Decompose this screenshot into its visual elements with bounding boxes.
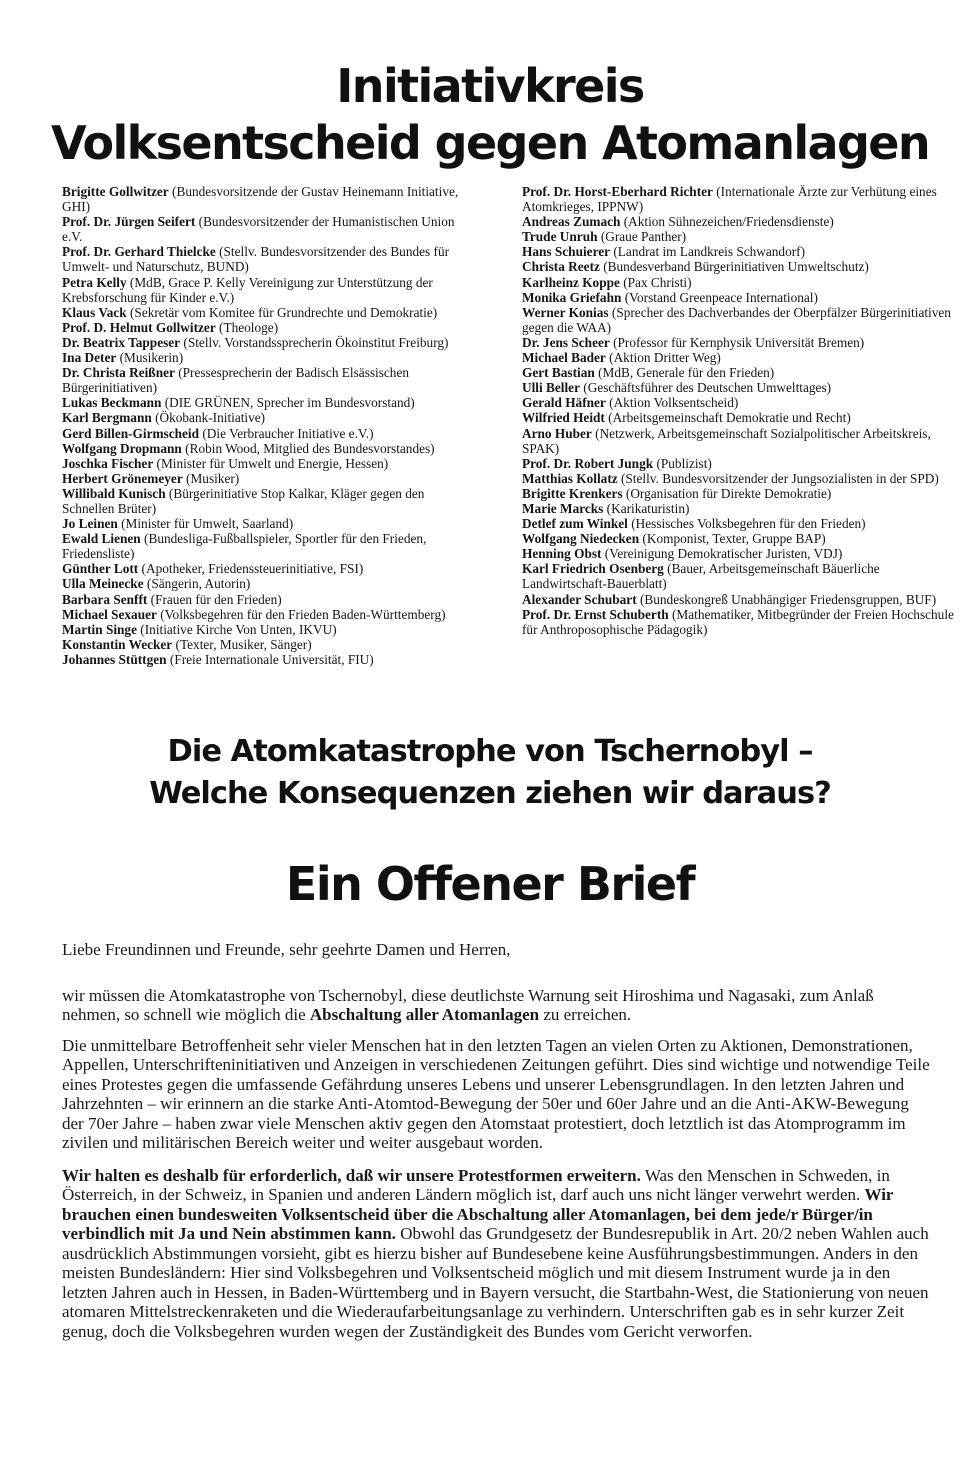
- page-title: [0, 58, 980, 172]
- signatory-entry: [522, 259, 967, 274]
- signatory-affiliation: (DIE GRÜNEN, Sprecher im Bundesvorstand): [161, 395, 415, 411]
- signatory-name: Prof. D. Helmut Gollwitzer: [62, 319, 216, 335]
- signatory-name: Ulla Meinecke: [62, 576, 144, 592]
- signatory-entry: [62, 320, 472, 335]
- headline: [0, 731, 980, 815]
- signatory-name: Prof. Dr. Ernst Schuberth: [522, 606, 669, 622]
- signatory-entry: [62, 471, 472, 486]
- signatory-entry: [522, 335, 967, 350]
- p3-text-a: Was den Menschen in Schweden, in Österreich, in der Schweiz, in Spanien und anderen Ländern möglich ist, darf auch uns nicht länger verwehrt werden.: [62, 1165, 890, 1204]
- signatory-affiliation: (Bundesliga-Fußballspieler, Sportler für den Frieden, Friedensliste): [62, 531, 427, 562]
- signatory-name: Prof. Dr. Horst-Eberhard Richter: [522, 184, 713, 199]
- signatory-affiliation: (Mathematiker, Mitbegründer der Freien Hochschule für Anthroposophische Pädagogik): [522, 606, 954, 637]
- signatory-name: Johannes Stüttgen: [62, 651, 167, 667]
- signatory-name: Prof. Dr. Gerhard Thielcke: [62, 244, 216, 260]
- signatory-entry: [62, 335, 472, 350]
- signatory-entry: [522, 275, 967, 290]
- signatory-column-right: [522, 184, 967, 637]
- signatory-name: Dr. Jens Scheer: [522, 334, 610, 350]
- signatory-entry: [522, 516, 967, 531]
- signatory-name: Trude Unruh: [522, 229, 598, 245]
- signatory-name: Prof. Dr. Robert Jungk: [522, 455, 654, 471]
- signatory-name: Günther Lott: [62, 561, 139, 577]
- headline-line-1: Die Atomkatastrophe von Tschernobyl –: [167, 734, 813, 769]
- signatory-entry: [62, 365, 472, 395]
- letter-body: [62, 940, 932, 1341]
- signatory-affiliation: (Hessisches Volksbegehren für den Frieden): [627, 516, 866, 532]
- letter-paragraph-3: [62, 1166, 932, 1342]
- signatory-name: Brigitte Krenkers: [522, 485, 623, 501]
- signatory-name: Christa Reetz: [522, 259, 600, 275]
- signatory-affiliation: (Internationale Ärzte zur Verhütung eines Atomkrieges, IPPNW): [522, 184, 937, 215]
- title-line-1: Initiativkreis: [336, 59, 644, 113]
- signatory-affiliation: (Bundesvorsitzender der Humanistischen Union e.V.: [62, 214, 455, 245]
- signatory-entry: [62, 456, 472, 471]
- signatory-entry: [62, 622, 472, 637]
- signatory-entry: [62, 214, 472, 244]
- signatory-affiliation: (Texter, Musiker, Sänger): [172, 636, 312, 652]
- signatory-affiliation: (Bauer, Arbeitsgemeinschaft Bäuerliche Landwirtschaft-Bauerblatt): [522, 561, 880, 592]
- signatory-name: Herbert Grönemeyer: [62, 470, 183, 486]
- signatory-name: Arno Huber: [522, 425, 592, 441]
- signatory-affiliation: (Minister für Umwelt, Saarland): [117, 516, 294, 532]
- signatory-affiliation: (Stellv. Bundesvorsitzender des Bundes für Umwelt- und Naturschutz, BUND): [62, 244, 450, 275]
- signatory-affiliation: (Aktion Sühnezeichen/Friedensdienste): [620, 214, 834, 230]
- signatory-name: Dr. Christa Reißner: [62, 365, 175, 381]
- signatory-column-left: [62, 184, 472, 667]
- signatory-entry: [522, 531, 967, 546]
- signatory-affiliation: (Stellv. Vorstandssprecherin Ökoinstitut Freiburg): [180, 334, 449, 350]
- signatory-affiliation: (Sekretär vom Komitee für Grundrechte und Demokratie): [126, 304, 438, 320]
- signatory-entry: [62, 410, 472, 425]
- p1-text-a: wir müssen die Atomkatastrophe von Tschernobyl, diese deutlichste Warnung seit Hiroshima und Nagasaki, zum Anlaß nehmen, so schnell wie möglich die: [62, 985, 874, 1024]
- signatory-name: Gerd Billen-Girmscheid: [62, 425, 200, 441]
- signatory-name: Ewald Lienen: [62, 531, 141, 547]
- signatory-affiliation: (Aktion Dritter Weg): [605, 350, 721, 366]
- signatory-affiliation: (Landrat im Landkreis Schwandorf): [610, 244, 806, 260]
- signatory-name: Konstantin Wecker: [62, 636, 173, 652]
- signatory-entry: [62, 184, 472, 214]
- title-line-2: Volksentscheid gegen Atomanlagen: [50, 116, 930, 170]
- p1-bold: Abschaltung aller Atomanlagen: [309, 1005, 540, 1024]
- signatory-entry: [62, 607, 472, 622]
- signatory-entry: [62, 244, 472, 274]
- p3-bold-1: Wir halten es deshalb für erforderlich, daß wir unsere Protestformen erweitern.: [62, 1165, 641, 1185]
- signatory-entry: [522, 350, 967, 365]
- signatory-name: Lukas Beckmann: [62, 395, 162, 411]
- signatory-affiliation: (MdB, Generale für den Frieden): [594, 365, 775, 381]
- signatory-name: Karl Bergmann: [62, 410, 152, 426]
- signatory-affiliation: (Minister für Umwelt und Energie, Hessen): [153, 455, 389, 471]
- signatory-affiliation: (Stellv. Bundesvorsitzender der Jungsozialisten in der SPD): [617, 470, 939, 486]
- signatory-entry: [62, 637, 472, 652]
- p3-text-b: Obwohl das Grundgesetz der Bundesrepublik in Art. 20/2 neben Wahlen auch ausdrücklich Abstimmungen vorsieht, gibt es hierzu bisher auf Bundesebene keine Ausführungsbestimmungen. Anders in den meisten Bundesländern: Hier sind Volksbegehren und Volksentscheid möglich und mit diesem Instrument wurde ja in den letzten Jahren auch in Hessen, in Baden-Württemberg und in Bayern versucht, die Startbahn-West, die Stationierung von neuen atomaren Mittelstreckenraketen und die Wiederaufarbeitungsanlage zu verhindern. Unterschriften gab es in sehr kurzer Zeit genug, doch die Volksbegehren wurden wegen der Zuständigkeit des Bundes vom Gericht verworfen.: [62, 1224, 929, 1341]
- signatory-entry: [522, 561, 967, 591]
- signatory-entry: [62, 561, 472, 576]
- p3-bold-2: Wir brauchen einen bundesweiten Volksentscheid über die Abschaltung aller Atomanlagen, bei dem jede/r Bürger/in verbindlich mit Ja und Nein abstimmen kann.: [62, 1185, 894, 1243]
- signatory-affiliation: (Frauen für den Frieden): [147, 591, 282, 607]
- signatory-affiliation: (Netzwerk, Arbeitsgemeinschaft Sozialpolitischer Arbeitskreis, SPAK): [522, 425, 931, 456]
- signatory-affiliation: (Vorstand Greenpeace International): [621, 289, 818, 305]
- signatory-entry: [62, 516, 472, 531]
- signatory-entry: [522, 214, 967, 229]
- signatory-name: Prof. Dr. Jürgen Seifert: [62, 214, 196, 230]
- signatory-name: Ina Deter: [62, 350, 117, 366]
- signatory-affiliation: (Bundeskongreß Unabhängiger Friedensgruppen, BUF): [636, 591, 937, 607]
- signatory-affiliation: (Karikaturistin): [603, 500, 690, 516]
- signatory-entry: [522, 592, 967, 607]
- signatory-name: Wolfgang Dropmann: [62, 440, 182, 456]
- signatory-affiliation: (Pax Christi): [619, 274, 692, 290]
- signatory-entry: [522, 410, 967, 425]
- signatory-affiliation: (Initiative Kirche Von Unten, IKVU): [136, 621, 337, 637]
- signatory-name: Matthias Kollatz: [522, 470, 618, 486]
- signatory-affiliation: (Musiker): [182, 470, 240, 486]
- signatory-affiliation: (Vereinigung Demokratischer Juristen, VDJ): [601, 546, 843, 562]
- signatory-name: Karl Friedrich Osenberg: [522, 561, 664, 577]
- signatory-affiliation: (Theologe): [215, 319, 279, 335]
- signatory-affiliation: (Bundesvorsitzende der Gustav Heinemann Initiative, GHI): [62, 184, 459, 215]
- signatory-affiliation: (Freie Internationale Universität, FIU): [166, 651, 374, 667]
- signatory-name: Brigitte Gollwitzer: [62, 184, 169, 199]
- signatory-name: Jo Leinen: [62, 516, 118, 532]
- signatory-name: Wilfried Heidt: [522, 410, 605, 426]
- signatory-affiliation: (Graue Panther): [597, 229, 687, 245]
- signatory-entry: [62, 441, 472, 456]
- signatory-affiliation: (Die Verbraucher Initiative e.V.): [199, 425, 374, 441]
- signatory-affiliation: (Geschäftsführer des Deutschen Umwelttages): [579, 380, 832, 396]
- letter-greeting: Liebe Freundinnen und Freunde, sehr geehrte Damen und Herren,: [62, 940, 511, 959]
- letter-paragraph-2: Die unmittelbare Betroffenheit sehr vieler Menschen hat in den letzten Tagen an vielen Orten zu Aktionen, Demonstrationen, Appellen, Unterschrifteninitiativen und Anzeigen in verschiedenen Zeitungen geführt. Dies sind wichtige und notwendige Teile eines Protestes gegen die umfassende Gefährdung unseres Lebens und unserer Lebensgrundlagen. In den letzten Jahren und Jahrzehnten – wir erinnern an die starke Anti-Atomtod-Bewegung der 50er und 60er Jahre und an die Anti-AKW-Bewegung der 70er Jahre – haben zwar viele Menschen aktiv gegen den Atomstaat protestiert, doch letztlich ist das Atomprogramm im zivilen und militärischen Bereich weiter und weiter ausgebaut worden.: [62, 1035, 930, 1152]
- signatory-affiliation: (Volksbegehren für den Frieden Baden-Württemberg): [156, 606, 446, 622]
- signatory-entry: [522, 184, 967, 214]
- signatory-name: Wolfgang Niedecken: [522, 531, 640, 547]
- signatory-entry: [522, 607, 967, 637]
- signatory-entry: [522, 501, 967, 516]
- signatory-name: Michael Bader: [522, 350, 606, 366]
- signatory-name: Alexander Schubart: [522, 591, 637, 607]
- p1-text-b: zu erreichen.: [539, 1005, 632, 1024]
- signatory-name: Joschka Fischer: [62, 455, 154, 471]
- signatory-affiliation: (Musikerin): [116, 350, 184, 366]
- signatory-affiliation: (Apotheker, Friedenssteuerinitiative, FSI): [138, 561, 364, 577]
- signatory-affiliation: (Bundesverband Bürgerinitiativen Umweltschutz): [599, 259, 869, 275]
- signatory-name: Detlef zum Winkel: [522, 516, 628, 532]
- signatory-entry: [62, 426, 472, 441]
- signatory-name: Ulli Beller: [522, 380, 580, 396]
- signatory-name: Henning Obst: [522, 546, 602, 562]
- signatory-name: Werner Konias: [522, 304, 609, 320]
- signatory-entry: [62, 652, 472, 667]
- signatory-name: Michael Sexauer: [62, 606, 157, 622]
- signatory-entry: [522, 229, 967, 244]
- signatory-name: Willibald Kunisch: [62, 485, 166, 501]
- signatory-affiliation: (Professor für Kernphysik Universität Bremen): [609, 334, 865, 350]
- signatory-affiliation: (Bürgerinitiative Stop Kalkar, Kläger gegen den Schnellen Brüter): [62, 485, 425, 516]
- signatory-name: Gerald Häfner: [522, 395, 606, 411]
- signatory-affiliation: (Publizist): [653, 455, 712, 471]
- signatory-name: Marie Marcks: [522, 500, 604, 516]
- signatory-entry: [62, 275, 472, 305]
- signatory-affiliation: (Sängerin, Autorin): [143, 576, 251, 592]
- signatory-entry: [522, 395, 967, 410]
- signatory-entry: [522, 365, 967, 380]
- signatory-entry: [62, 576, 472, 591]
- signatory-entry: [522, 380, 967, 395]
- signatory-name: Klaus Vack: [62, 304, 127, 320]
- signatory-affiliation: (Sprecher des Dachverbandes der Oberpfälzer Bürgerinitiativen gegen die WAA): [522, 304, 951, 335]
- signatory-name: Petra Kelly: [62, 274, 127, 290]
- signatory-name: Dr. Beatrix Tappeser: [62, 334, 181, 350]
- signatory-entry: [62, 305, 472, 320]
- signatory-entry: [522, 546, 967, 561]
- signatory-entry: [62, 350, 472, 365]
- signatory-entry: [522, 244, 967, 259]
- signatory-name: Monika Griefahn: [522, 289, 622, 305]
- signatory-entry: [522, 486, 967, 501]
- signatory-name: Hans Schuierer: [522, 244, 611, 260]
- signatory-name: Gert Bastian: [522, 365, 595, 381]
- signatory-name: Karlheinz Koppe: [522, 274, 620, 290]
- signatory-entry: [522, 426, 967, 456]
- signatory-affiliation: (MdB, Grace P. Kelly Vereinigung zur Unterstützung der Krebsforschung für Kinder e.V.): [62, 274, 433, 305]
- subtitle: Ein Offener Brief: [285, 857, 695, 911]
- signatory-affiliation: (Robin Wood, Mitglied des Bundesvorstandes): [181, 440, 435, 456]
- signatory-entry: [62, 486, 472, 516]
- signatory-entry: [522, 305, 967, 335]
- signatory-affiliation: (Arbeitsgemeinschaft Demokratie und Recht): [604, 410, 851, 426]
- signatory-entry: [62, 592, 472, 607]
- signatory-affiliation: (Organisation für Direkte Demokratie): [622, 485, 832, 501]
- signatory-entry: [62, 395, 472, 410]
- signatory-entry: [522, 290, 967, 305]
- letter-paragraph-1: [62, 986, 932, 1025]
- signatory-entry: [522, 471, 967, 486]
- signatory-entry: [62, 531, 472, 561]
- signatory-entry: [522, 456, 967, 471]
- signatory-affiliation: (Pressesprecherin der Badisch Elsässischen Bürgerinitiativen): [62, 365, 410, 396]
- signatory-affiliation: (Aktion Volksentscheid): [605, 395, 739, 411]
- headline-line-2: Welche Konsequenzen ziehen wir daraus?: [149, 776, 831, 811]
- signatory-affiliation: (Ökobank-Initiative): [151, 410, 266, 426]
- signatory-name: Barbara Senfft: [62, 591, 148, 607]
- signatory-name: Andreas Zumach: [522, 214, 621, 230]
- signatory-name: Martin Singe: [62, 621, 137, 637]
- signatory-affiliation: (Komponist, Texter, Gruppe BAP): [639, 531, 826, 547]
